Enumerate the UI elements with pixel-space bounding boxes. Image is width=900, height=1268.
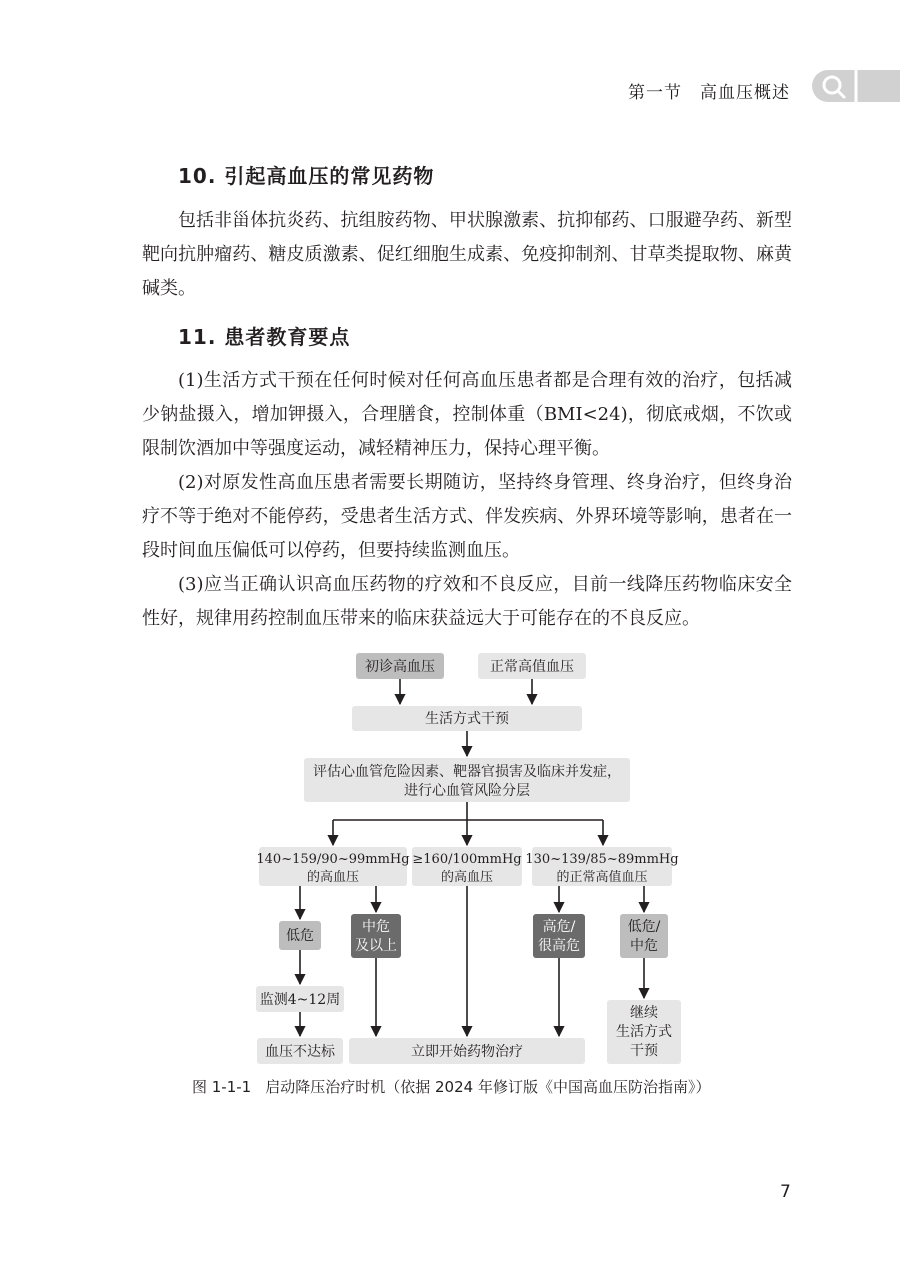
node-lowmid-risk: [620, 914, 668, 958]
node-start-drug-label: 立即开始药物治疗: [411, 1044, 523, 1060]
node-branch-c-line1: 130~139/85~89mmHg: [525, 852, 679, 867]
node-branch-b-line1: ≥160/100mmHg: [412, 852, 522, 867]
node-branch-c: [525, 847, 678, 886]
node-high-risk-line1: 高危/: [542, 919, 576, 935]
figure-label: 图 1-1-1: [192, 1078, 252, 1096]
node-branch-c-line2: 的正常高值血压: [556, 870, 648, 885]
node-mid-risk-line1: 中危: [362, 919, 390, 935]
node-continue-line3: 干预: [630, 1043, 658, 1059]
node-lowmid-risk-line1: 低危/: [627, 919, 661, 935]
node-mid-risk: [351, 914, 401, 958]
section-10-paragraph: 包括非甾体抗炎药、抗组胺药物、甲状腺激素、抗抑郁药、口服避孕药、新型靶向抗肿瘤药、糖皮质激素、促红细胞生成素、免疫抑制剂、甘草类提取物、麻黄碱类。: [142, 210, 792, 299]
node-branch-a: [256, 847, 409, 886]
section-11-paragraph-3: (3)应当正确认识高血压药物的疗效和不良反应，目前一线降压药物临床安全性好，规律用药控制血压带来的临床获益远大于可能存在的不良反应。: [142, 574, 792, 629]
node-lifestyle: [352, 706, 582, 731]
node-high-risk: [533, 914, 585, 958]
node-low-risk-label: 低危: [286, 928, 314, 944]
node-bp-not-reached-label: 血压不达标: [265, 1044, 335, 1060]
node-mid-risk-line2: 及以上: [355, 938, 397, 954]
node-branch-b: [412, 847, 522, 886]
node-branch-a-line2: 的高血压: [306, 870, 360, 885]
node-normal-high: [478, 653, 586, 679]
node-start-drug: [349, 1038, 585, 1064]
page-number: 7: [780, 1182, 791, 1202]
node-continue: [607, 1000, 681, 1064]
node-initial-label: 初诊高血压: [365, 659, 435, 675]
figure-caption-text: 启动降压治疗时机（依据 2024 年修订版《中国高血压防治指南》）: [265, 1078, 711, 1096]
node-low-risk: [279, 921, 321, 950]
node-assess-line2: 进行心血管风险分层: [404, 783, 530, 799]
node-lowmid-risk-line2: 中危: [630, 938, 658, 954]
section-10-heading: 10. 引起高血压的常见药物: [178, 164, 435, 188]
node-monitor: [256, 986, 344, 1012]
node-assess: [304, 758, 630, 802]
node-initial: [356, 653, 444, 679]
node-monitor-label: 监测4~12周: [259, 992, 341, 1008]
section-11-paragraph-2: (2)对原发性高血压患者需要长期随访，坚持终身管理、终身治疗，但终身治疗不等于绝对不能停药，受患者生活方式、伴发疾病、外界环境等影响，患者在一段时间血压偏低可以停药，但要持续监测血压。: [142, 472, 792, 561]
running-header-title: 第一节 高血压概述: [628, 83, 790, 103]
node-normal-high-label: 正常高值血压: [490, 659, 574, 675]
section-11-heading: 11. 患者教育要点: [178, 325, 351, 349]
node-branch-b-line2: 的高血压: [440, 870, 494, 885]
node-branch-a-line1: 140~159/90~99mmHg: [256, 852, 410, 867]
node-continue-line1: 继续: [630, 1005, 658, 1021]
node-high-risk-line2: 很高危: [538, 938, 580, 954]
node-continue-line2: 生活方式: [616, 1024, 672, 1040]
section-11-paragraph-1: (1)生活方式干预在任何时候对任何高血压患者都是合理有效的治疗，包括减少钠盐摄入，增加钾摄入，合理膳食，控制体重（BMI<24)，彻底戒烟，不饮或限制饮酒加中等强度运动，减轻精神压力，保持心理平衡。: [142, 370, 792, 459]
figure-caption: [192, 1076, 724, 1097]
node-assess-line1: 评估心血管危险因素、靶器官损害及临床并发症，: [313, 764, 621, 780]
node-lifestyle-label: 生活方式干预: [425, 711, 509, 727]
node-bp-not-reached: [257, 1038, 343, 1064]
